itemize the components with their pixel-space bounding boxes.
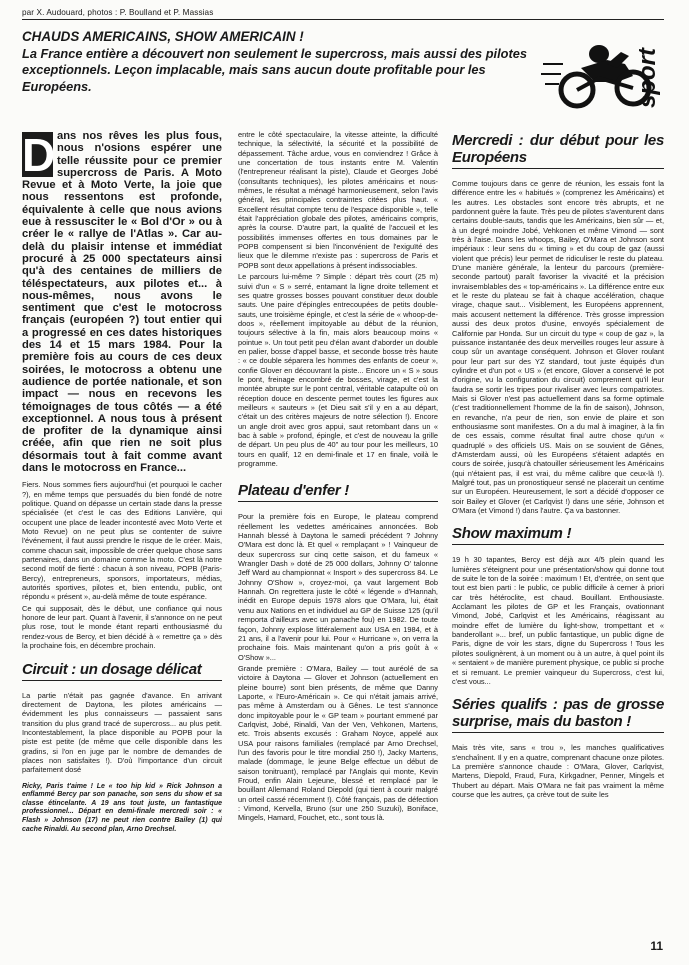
section-rule	[238, 501, 438, 502]
photo-caption: Ricky, Paris t'aime ! Le « too hip kid » Rick Johnson a enflammé Bercy par son panache, son sens du show et sa classe étincelante. A 19 ans tout juste, un fantastique professionnel... Départ en demi-finale mercredi soir : « Flash » Johnson (17) ne peut rien contre Bailey (1) qui cache Rinaldi. Au second plan, Arno Drechsel.	[22, 782, 222, 833]
body-paragraph: Grande première : O'Mara, Bailey — tout auréolé de sa victoire à Daytona — Glover et Johnson (actuellement en pleine bourre) sont bien présents, de même que Danny Laporte, « l'Euro-Américain ». Ce qui n'était jamais arrivé, pas même à Amsterdam ou à Gênes. Le test s'annonce donc impitoyable pour le « GP team » pourtant emmené par Carlqvist, Jobé, Rinaldi, Van der Ven, Vehkonen, Martens, etc. Trois absents excusés : Graham Noyce, appelé aux USA pour raisons familiales (remplacé par Arno Drechsel, l'un des favoris pour le titre mondial 250 !), Jacky Martens, malade (dommage, le jeune Belge effectue un début de saison tonitruant), remplacé par l'Anglais qui monte, Kevin Froud, enfin Alain Lejeune, blessé et remplacé par le bouillant Allemand Roland Diepold (qui tient à courir malgré un orteil cassé récemment !). Côté français, pas de défection : Vimond, Kervella, Bruno (sur une 250 Suzuki), Boniface, Mingels, Hamard, Fouchet, etc., sont tous là.	[238, 663, 438, 823]
section-title-plateau: Plateau d'enfer !	[238, 482, 349, 500]
body-paragraph: La partie n'était pas gagnée d'avance. En arrivant directement de Daytona, les pilotes américains — évidemment les plus connaisseurs — passaient sans transition du plus grand tracé de supercross... au plus petit. Incontestablement, la place disponible au POPB pour la piste est petite (de même que celle disponible dans les gradins, si l'on en juge par le nombre de demandes de places non satisfaites !). D'où l'importance d'un circuit parfaitement dosé	[22, 690, 222, 775]
body-paragraph: 19 h 30 tapantes, Bercy est déjà aux 4/5 plein quand les lumières s'éteignent pour une présentation/show qui donne tout de suite le ton de la soirée : maximum ! Et, d'entrée, on sent que tout est bien parti : le public, ce public difficile à cerner à priori car très hétéroclite, est chaud. Bouillant. Enthousiaste. Acclamant les pilotes de GP et les Français, ovationnant Vimond, Jobé, Carlqvist et les Américains, réagissant au moindre effet de lumière du light-show, trompettant et « banderollant »... bref, un public fantastique, un public digne de Paris, digne de voir les stars, digne du Supercross ! Tous les pilotes soulignèrent, à un moment ou à un autre, à quel point ils « sentaient » de manière purement physique, ce public si proche et si remuant. Le premier vainqueur du Supercross, c'est lui, c'est vous...	[452, 555, 664, 686]
body-paragraph: Pour la première fois en Europe, le plateau comprend réellement les vedettes américaines annoncées. Bob Hannah blessé à Daytona le samedi précédent ? Johnny O'Mara est donc là. Et quel « remplaçant » ! Vainqueur de deux supercross sur cinq cette saison, et du fameux « Wrangler Dash » doté de 25 000 dollars, Johnny O' talonne Jeff Ward au championnat « Insport » des supercross 84. Le Johnny O'Show », croyez-moi, ça vaut largement Bob Hannah. On regrettera juste le côté « légende » d'Hannah, inédit en Europe depuis 1978 alors que O'Mara, lui, était venu aux Nations en et individuel au GP de Suisse 125 (qu'il remporta d'ailleurs avec un panache fou) en 1982. De toute façon, Johnny explose littéralement aux USA en 1984, et à 21 ans, il a l'avenir pour lui. Pour « Hurricane », on verra la prochaine fois. Mais maintenant qu'on a pris goût à « O'Show »...	[238, 512, 438, 662]
body-paragraph: entre le côté spectaculaire, la vitesse atteinte, la difficulté technique, la sélectivité, la sécurité et la possibilité de dépassement. Tâche ardue, vous en conviendrez ! Grâce à une concertation de tous instants entre M. Valentin (l'entrepreneur réalisant la piste), Claude et Georges Jobé (consultants techniques), les pilotes américains et nous-mêmes, le résultat a ménagé harmonieusement, selon l'avis général, les principales contraintes citées plus haut. « Excellent résultat compte tenu de l'espace disponible », telle était l'appréciation globale des pilotes, américains compris, après la course. D'autre part, la qualité de l'accueil et les possibilités immenses offertes en tous domaines par le POPB compensent si bien l'inconvénient de l'exiguïté des lieux que le dilemme n'existe pas : supercross de Paris et POPB sont deux appellations à présent indissociables.	[238, 130, 438, 270]
section-rule	[22, 680, 222, 681]
sport-motocross-icon	[537, 24, 665, 124]
photo-credits: par X. Audouard, photos : P. Boulland et P. Massias	[22, 8, 214, 17]
column-2	[238, 130, 438, 825]
dropcap: D	[22, 129, 56, 181]
logo-text: sport	[634, 48, 661, 108]
body-paragraph: Le parcours lui-même ? Simple : départ très court (25 m) suivi d'un « S » serré, entamant la ligne droite tellement et ses quatre grosses bosses pouvant constituer deux double sauts. Une paire d'épingles entrecoupées de petits double-sauts, une troisième épingle, et c'est la série de « whoop-de-doos », réellement impitoyable au début de la réunion, toujours sélective à la fin, mais alors beaucoup moins « pointue ». Un tout petit peu d'élan avant d'aborder un double en palier, bosse d'appel basse, et seconde bosse très haute : « ce double séparera les hommes des enfants de coeur », confie Glover en découvrant la piste... Encore un « S » sous le pont, freinage encombré de bosses, virage, et c'est la montée abrupte sur le pont central, véritable catapulte où on réception douce en descente permet toutes les figures aux meilleurs « sauteurs » (et Dieu sait s'il y en a au départ, c'était un des critères majeurs de notre sélection !). Encore un angle droit avec gros appui, saut retombant dans un « bac à sable » profond, épingle, et c'est de nouveau la grille de départ. Un peu plus de 40" au tour pour les meilleurs, 10 tours en qualif, 12 en demi-finale et 17 en finale, voilà le programme.	[238, 272, 438, 469]
section-rule	[452, 544, 664, 545]
section-title-show: Show maximum !	[452, 525, 572, 543]
section-rule	[452, 168, 664, 169]
body-paragraph: Mais très vite, sans « trou », les manches qualificatives s'enchaînent. Il y en a quatre, comprenant chacune onze pilotes. La première s'annonce chaude : O'Mara, Glover, Carlqvist, Martens, Diepold, Fraud, Fura, Kirkgadner, Penner, Mingels et Thubert au départ. Mais O'Mara ne fait pas vraiment la même course que les autres, ça crève tout de suite les	[452, 743, 664, 799]
body-paragraph: Fiers. Nous sommes fiers aujourd'hui (et pourquoi le cacher ?), en même temps que persuadés du bien fondé de notre politique. Quand on dépasse un certain stade dans la presse spécialisée (et c'est le cas des Editions Lanvière, qui occupent une place de leader incontesté avec Moto Verte et Moto Revue) on ne peut plus se contenter de suivre l'événement, il faut aussi prendre le risque de le créer. Mais, comme chacun sait, impossible de créer quelque chose sans partenaires, dans un domaine comme la moto. C'est là notre second motif de fierté : chacun à son niveau, POPB (Paris-Bercy), entrepreneurs, sponsors, importateurs, médias, autorités sportives, pilotes et, bien entendu, public, ont répondu « présent », au-delà même de toute espérance.	[22, 480, 222, 602]
headline: CHAUDS AMERICAINS, SHOW AMERICAIN !	[22, 29, 304, 44]
section-title-circuit: Circuit : un dosage délicat	[22, 660, 202, 678]
column-1	[22, 130, 222, 834]
page-number: 11	[650, 939, 663, 953]
body-paragraph: Ce qui supposait, dès le début, une confiance qui nous honore de leur part. Quant à l'avenir, il s'annonce on ne peut plus rose, tout le monde étant reparti enthousiasmé du rendez-vous de Bercy, et bien décidé à « remettre ça » dès la prochaine fois, en décembre prochain.	[22, 603, 222, 651]
section-title-series: Séries qualifs : pas de grosse surprise, mais du baston !	[452, 696, 664, 731]
body-paragraph: Comme toujours dans ce genre de réunion, les essais font la différence entre les « habitués » (comprenez les Américains) et les autres. Les obstacles sont encore très abrupts, et ne pardonnent guère la faute. Très peu de pilotes s'aventurent dans certains double-sauts, tandis que les Américains, bien sûr — et, à un degré moindre Jobé, Vehkonen et même Vimond — sont très à l'aise. Dans les whoops, Bailey, O'Mara et Johnson sont impériaux : leur sens du « timing » et du coup de gaz (aussi violent que précis) leur permet de ridiculiser le reste du plateau. D'une manière générale, la lenteur du parcours (première-seconde partout) paraît favoriser la vivacité et la précision invraisemblables des « top-américains ». La différence entre eux et le reste du plateau se fait à chaque accélération, chaque virage, chaque saut... Visiblement, les Européens apprennent, mais accusent nettement la différence. Très grosse impression aussi des deux protos d'usine, envoyés spécialement de Californie par Honda. Sur un circuit du type « coup de gaz », la puissance instantanée des deux merveilles rouges leur assure à coup sûr un avantage conséquent. Johnson et Glover roulant pour leur part sur des YZ standard, tout juste équipés d'un cylindre et d'un pot « US » (et encore, Glover a conservé le pot d'origine, vu la configuration du circuit) comprennent qu'il leur faudra se sortir les tripes pour rivaliser avec leurs compatriotes. Mais si Glover n'est pas actuellement dans sa forme optimale (c'est traditionnellement l'homme de la fin de saison), Johnson, en revanche, n'a peur de rien, son envie de plaire et son enthousiasme sont manifestes. On a du mal à imaginer, à la fin de ces essais, comme résultat final autre chose qu'un « quadruplé » des officiels US. Mais on se souvient de Gênes, d'Amsterdam aussi, où les Européens s'étaient adaptés en cours de soirée, jusqu'à chatouiller sérieusement les Américains (qui n'étaient pas, il est vrai, du même calibre que ceux-là !). Malgré tout, pas un pronostiqueur sensé ne placerait un centime sur un Européen. Heureusement, le sort a décidé d'opposer ce soir Bailey et Glover (et Carlqvist !) dans une série, Johnson et O'Mara (et Vimond !) dans l'autre. Ça va bastonner.	[452, 179, 664, 516]
section-title-mercredi: Mercredi : dur début pour les Européens	[452, 132, 664, 166]
sport-logo	[537, 24, 665, 124]
top-rule	[22, 19, 664, 20]
deck: La France entière a découvert non seulement le supercross, mais aussi des pilotes exceptionnels. Leçon implacable, mais sans aucun doute profitable pour les Européens.	[22, 46, 527, 94]
column-3	[452, 130, 664, 801]
section-rule	[452, 732, 664, 733]
lead-paragraph: ans nos rêves les plus fous, nous n'osions espérer une telle réussite pour ce premier supercross de Paris. A Moto Revue et à Moto Verte, la joie que nous ressentons est profonde, équivalente à celle que nous avions eue à ressusciter le « Bol d'Or » ou à créer le « rallye de l'Atlas ». Car au-delà du plaisir intense et immédiat procuré à 25 000 spectateurs ainsi qu'à des centaines de milliers de téléspectateurs, aux pilotes et... à nous-mêmes, nous avons le sentiment que c'est le motocross français (européen ?) tout entier qui a progressé en ces dates historiques des 14 et 15 mars 1984. Pour la première fois au cours de ces deux soirées, le motocross a obtenu une audience de portée nationale, et son impact — nous en recevons les témoignages de tous côtés — a été exceptionnel. A nous tous à présent de profiter de la dynamique ainsi créée, afin que rien ne soit plus désormais tout à fait comme avant dans le motocross en France...	[22, 130, 222, 475]
